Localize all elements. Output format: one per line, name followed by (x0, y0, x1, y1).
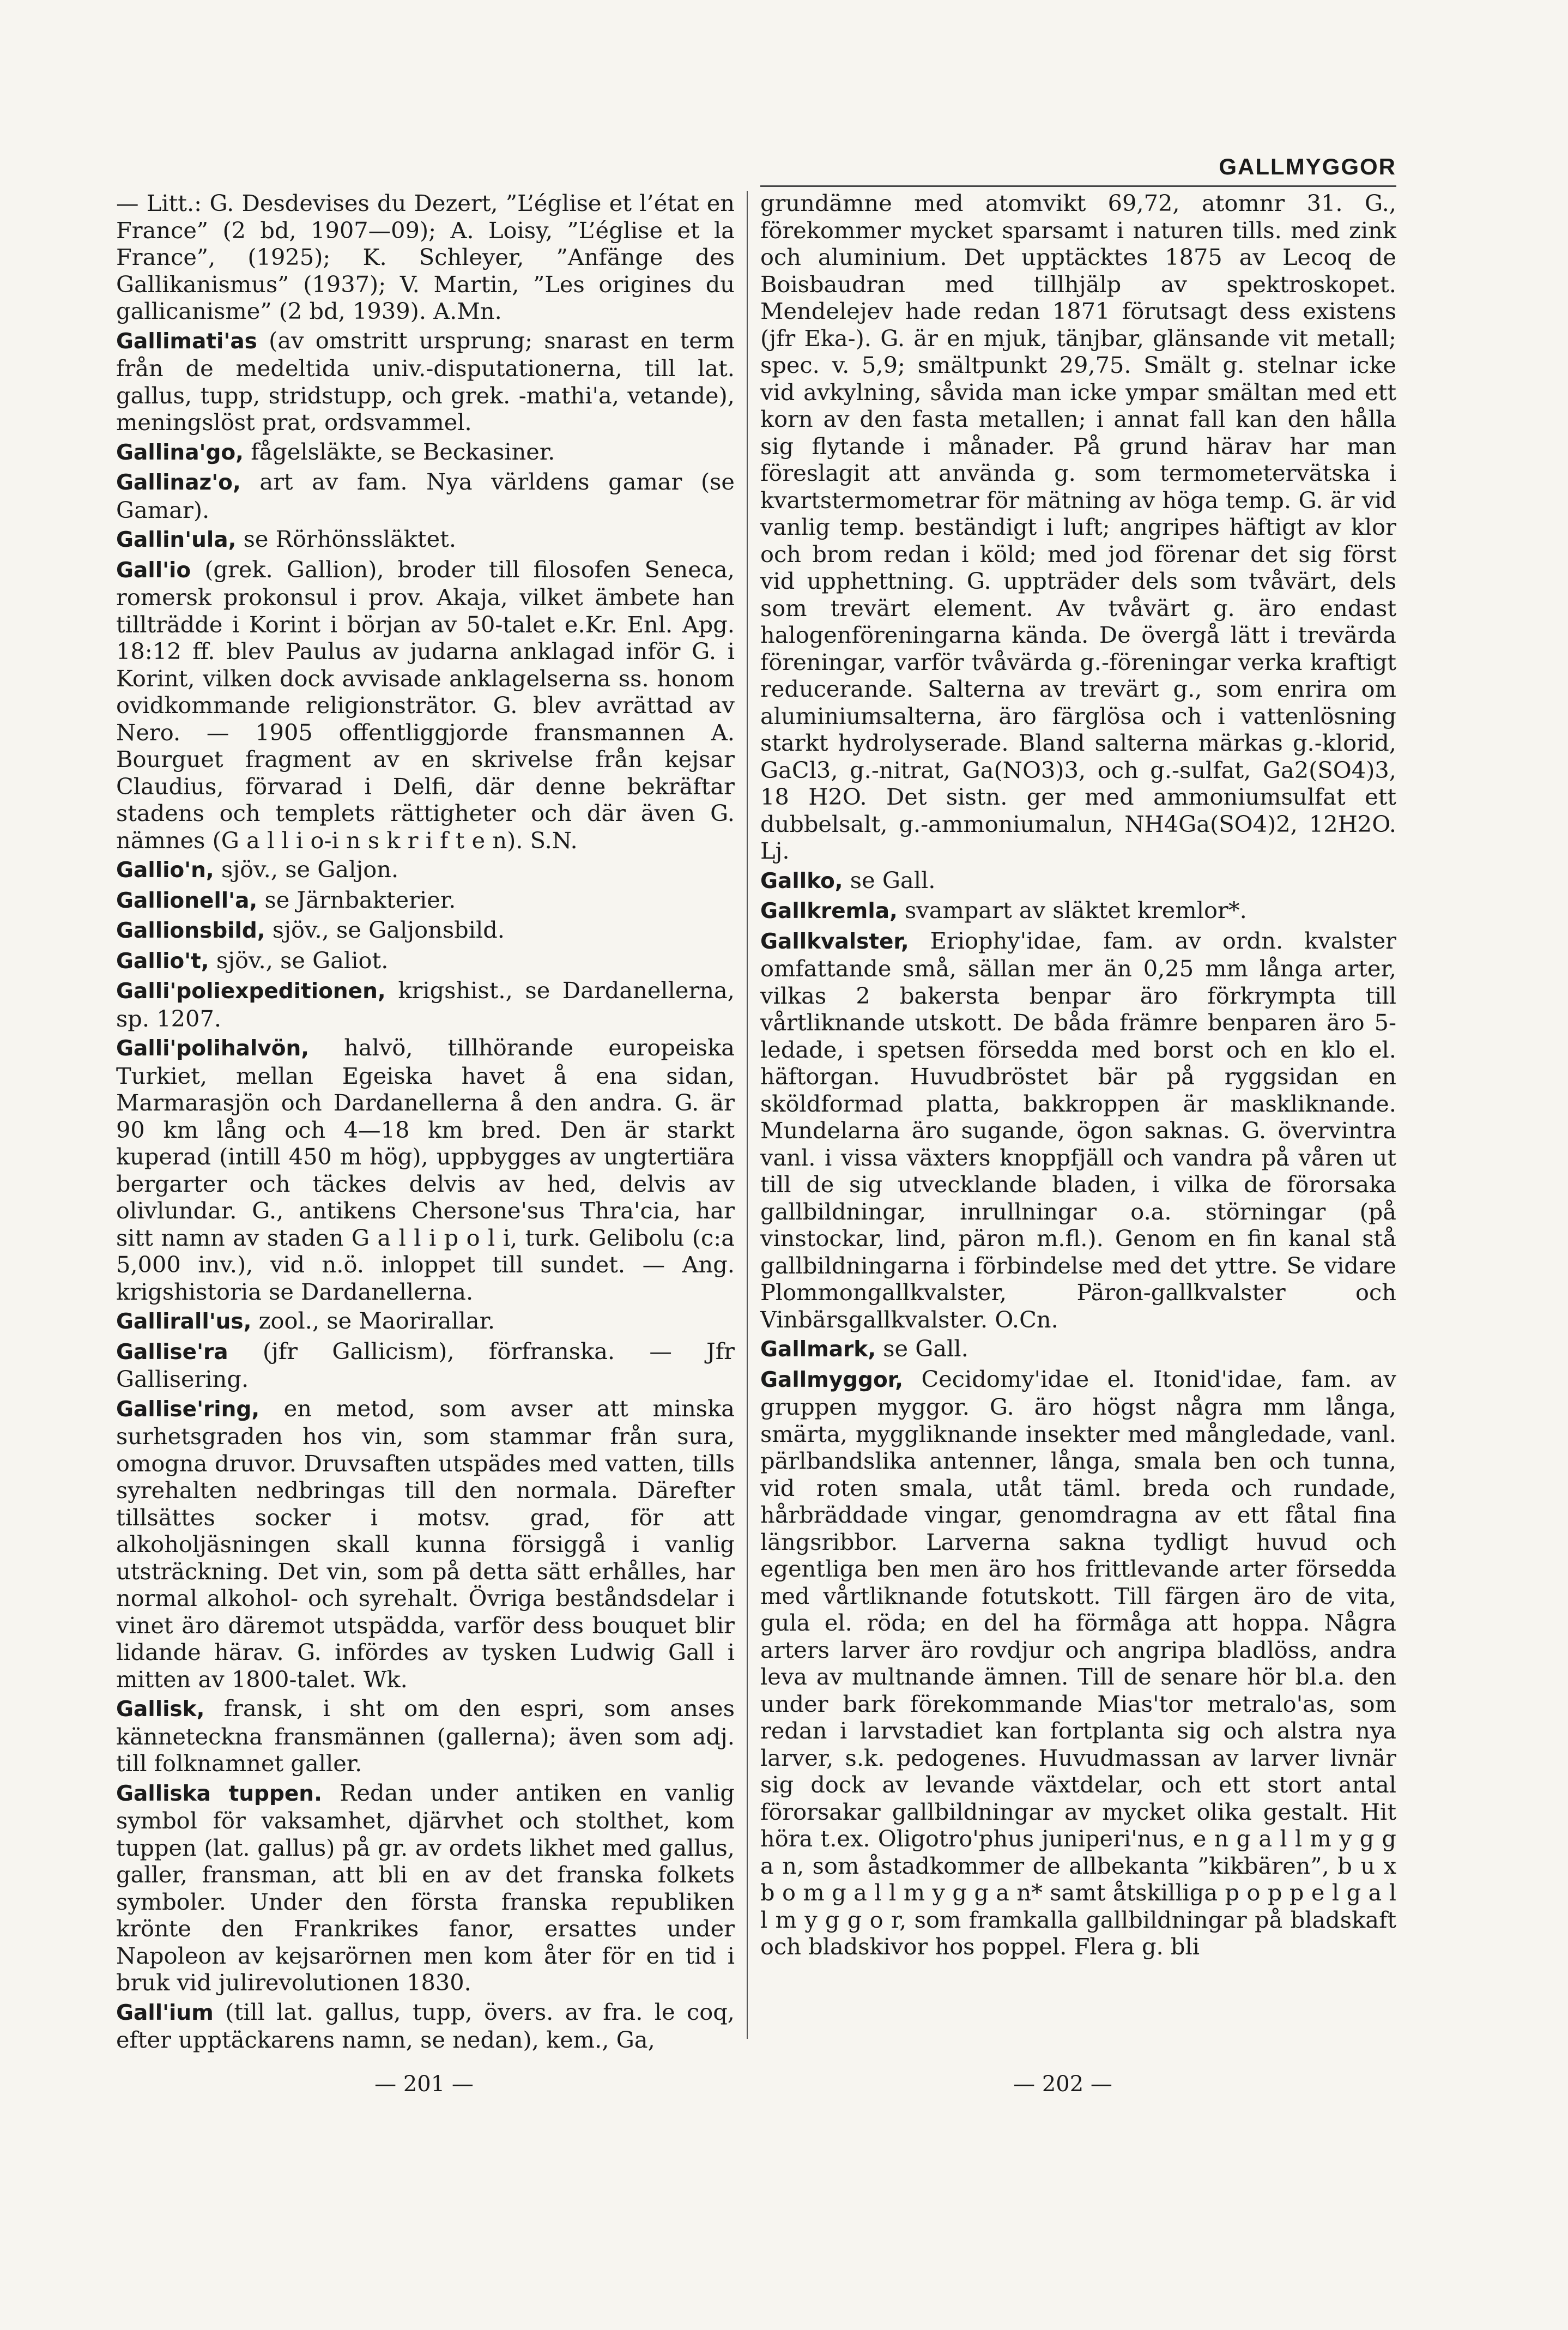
entry-text: fransk, i sht om den espri, som anses känneteckna fransmännen (gallerna); även som adj. till folknamnet galler. (116, 1695, 735, 1777)
dictionary-entry (116, 190, 735, 325)
entry-headword: Gall'io (116, 558, 191, 583)
dictionary-entry (116, 1779, 735, 1996)
entry-headword: Gallkvalster, (760, 929, 909, 954)
dictionary-entry (116, 526, 735, 554)
dictionary-entry (116, 1307, 735, 1336)
entry-text: (till lat. gallus, tupp, övers. av fra. le coq, efter upptäckarens namn, se nedan), kem., Ga, (116, 1998, 735, 2053)
entry-text: Redan under antiken en vanlig symbol för vaksamhet, djärvhet och stolthet, kom tuppen (lat. gallus) på gr. av ordets likhet med gallus, galler, fransman, att bli en av det franska folkets symboler. Under den första franska republiken krönte den Frankrikes fanor, ersattes under Napoleon av kejsarörnen men kom åter för en tid i bruk vid julirevolutionen 1830. (116, 1779, 735, 1996)
entry-text: — Litt.: G. Desdevises du Dezert, ”L’église et l’état en France” (2 bd, 1907—09); A. Loisy, ”L’église et la France”, (1925); K. Schleyer, ”Anfänge des Gallikanismus” (1937); V. Martin, ”Les origines du gallicanisme” (2 bd, 1939). A.Mn. (116, 190, 735, 324)
entry-text: zool., se Maorirallar. (258, 1307, 495, 1334)
page-number-right: — 202 — (1013, 2072, 1112, 2097)
entry-text: grundämne med atomvikt 69,72, atomnr 31. G., förekommer mycket sparsamt i naturen tills. med zink och aluminium. Det upptäcktes 1875 av Lecoq de Boisbaudran med tillhjälp av spektroskopet. Mendelejev hade redan 1871 förutsagt dess existens (jfr Eka-). G. är en mjuk, tänjbar, glänsande vit metall; spec. v. 5,9; smältpunkt 29,75. Smält g. stelnar icke vid avkylning, såvida man icke ympar smältan med ett korn av den fasta metallen; i annat fall kan den hålla sig flytande i månader. På grund härav har man föreslagit att använda g. som termometervätska i kvartstermometrar för mätning av höga temp. G. är vid vanlig temp. beständigt i luft; angripes häftigt av klor och brom redan i köld; med jod förenar det sig först vid upphettning. G. uppträder dels som tvåvärt, dels som trevärt element. Av tvåvärt g. äro endast halogenföreningarna kända. De övergå lätt i trevärda föreningar, varför tvåvärda g.-föreningar verka kraftigt reducerande. Salterna av trevärt g., som enrira om aluminiumsalterna, äro färglösa och i vattenlösning starkt hydrolyserade. Bland salterna märkas g.-klorid, GaCl3, g.-nitrat, Ga(NO3)3, och g.-sulfat, Ga2(SO4)3, 18 H2O. Det sistn. ger med ammoniumsulfat ett dubbelsalt, g.-ammoniumalun, NH4Ga(SO4)2, 12H2O. Lj. (760, 190, 1396, 864)
running-head: GALLMYGGOR (1219, 154, 1396, 179)
entry-text: halvö, tillhörande europeiska Turkiet, mellan Egeiska havet å ena sidan, Marmarasjön och Dardanellerna å den andra. G. är 90 km lång och 4—18 km bred. Den är starkt kuperad (intill 450 m hög), uppbygges av ungtertiära bergarter och täckes delvis av hed, delvis av olivlundar. G., antikens Chersone'sus Thra'cia, har sitt namn av staden G a l l i p o l i, turk. Gelibolu (c:a 5,000 inv.), vid n.ö. inloppet till sundet. — Ang. krigshistoria se Dardanellerna. (116, 1034, 735, 1305)
dictionary-entry (116, 1034, 735, 1305)
entry-headword: Galli'polihalvön, (116, 1036, 310, 1061)
header-rule (760, 185, 1396, 187)
entry-text: Cecidomy'idae el. Itonid'idae, fam. av gruppen myggor. G. äro högst några mm långa, smärta, myggliknande insekter med mångledade, vanl. pärlbandslika antenner, långa, smala ben och tunna, vid roten smala, utåt täml. breda och rundade, hårbräddade vingar, genomdragna av ett fåtal fina längsribbor. Larverna sakna tydligt huvud och egentliga ben men äro hos frittlevande arter försedda med vårtliknande fotutskott. Till färgen äro de vita, gula el. röda; en del ha förmåga att hoppa. Några arters larver äro rovdjur och angripa bladlöss, andra leva av multnande ämnen. Till de senare hör bl.a. den under bark förekommande Mias'tor metralo'as, som redan i larvstadiet kan fortplanta sig och alstra nya larver, s.k. pedogenes. Huvudmassan av larver livnär sig dock av levande växtdelar, och ett stort antal förorsakar gallbildningar av mycket olika gestalt. Hit höra t.ex. Oligotro'phus juniperi'nus, e n g a l l m y g g a n, som åstadkommer de allbekanta ”kikbären”, b u x b o m g a l l m y g g a n* samt åtskilliga p o p p e l g a l l m y g g o r, som framkalla gallbildningar på bladskaft och bladskivor hos poppel. Flera g. bli (760, 1365, 1396, 1960)
entry-text: en metod, som avser att minska surhetsgraden hos vin, som stammar från sura, omogna druvor. Druvsaften utspädes med vatten, tills syrehalten nedbringas till den normala. Därefter tillsättes socker i motsv. grad, för att alkoholjäsningen skall kunna försiggå i vanlig utsträckning. Det vin, som på detta sätt erhålles, har normal alkohol- och syrehalt. Övriga beståndsdelar i vinet äro däremot utspädda, varför dess bouquet blir lidande härav. G. infördes av tysken Ludwig Gall i mitten av 1800-talet. Wk. (116, 1395, 735, 1693)
entry-text: se Rörhönssläktet. (243, 526, 457, 552)
dictionary-entry (760, 927, 1396, 1333)
entry-headword: Galli'poliexpeditionen, (116, 979, 386, 1004)
dictionary-entry (760, 897, 1396, 925)
dictionary-entry (116, 468, 735, 523)
entry-headword: Gallimati'as (116, 329, 257, 354)
right-column (760, 190, 1396, 2035)
dictionary-entry (116, 438, 735, 467)
entry-text: (jfr Gallicism), förfranska. — Jfr Gallisering. (116, 1337, 735, 1392)
entry-headword: Gallionsbild, (116, 919, 265, 943)
dictionary-entry (760, 1335, 1396, 1363)
entry-headword: Gallionell'a, (116, 888, 258, 913)
column-divider (747, 191, 748, 2039)
entry-headword: Gallkremla, (760, 899, 898, 923)
entry-text: sjöv., se Galiot. (216, 946, 389, 974)
entry-headword: Gallmyggor, (760, 1367, 904, 1392)
entry-headword: Gallise'ring, (116, 1397, 260, 1422)
dictionary-entry (116, 916, 735, 945)
entry-headword: Gallina'go, (116, 440, 244, 465)
entry-headword: Gallisk, (116, 1697, 205, 1722)
entry-text: art av fam. Nya världens gamar (se Gamar). (116, 468, 735, 523)
dictionary-entry (760, 1366, 1396, 1960)
dictionary-entry (116, 1999, 735, 2054)
entry-text: fågelsläkte, se Beckasiner. (251, 438, 555, 465)
entry-text: sjöv., se Galjonsbild. (272, 916, 505, 943)
dictionary-entry (760, 867, 1396, 895)
entry-headword: Gallise'ra (116, 1339, 228, 1365)
dictionary-entry (760, 190, 1396, 865)
entry-headword: Gallmark, (760, 1337, 876, 1362)
dictionary-entry (116, 947, 735, 975)
dictionary-entry (116, 556, 735, 854)
entry-headword: Galliska tuppen. (116, 1781, 322, 1806)
dictionary-entry (116, 1338, 735, 1393)
entry-text: (av omstritt ursprung; snarast en term från de medeltida univ.-disputationerna, till lat. gallus, tupp, stridstupp, och grek. -mathi'a, vetande), meningslöst prat, ordsvammel. (116, 327, 735, 436)
dictionary-entry (116, 1395, 735, 1693)
entry-headword: Gallin'ula, (116, 528, 237, 552)
entry-headword: Gallio't, (116, 949, 209, 974)
dictionary-entry (116, 886, 735, 915)
entry-headword: Gallirall'us, (116, 1309, 252, 1334)
entry-text: svampart av släktet kremlor*. (905, 897, 1247, 923)
entry-headword: Gallio'n, (116, 858, 214, 883)
entry-text: se Gall. (883, 1335, 968, 1362)
dictionary-entry (116, 977, 735, 1032)
page-number-left: — 201 — (374, 2072, 474, 2097)
dictionary-entry (116, 1695, 735, 1777)
entry-headword: Gallko, (760, 868, 843, 894)
left-column (116, 190, 735, 2053)
dictionary-entry (116, 327, 735, 436)
entry-text: krigshist., se Dardanellerna, sp. 1207. (116, 977, 735, 1032)
entry-text: se Järnbakterier. (264, 886, 456, 913)
entry-text: se Gall. (850, 866, 936, 894)
entry-text: (grek. Gallion), broder till filosofen Seneca, romersk prokonsul i prov. Akaja, vilket ämbete han tillträdde i Korint i början av 50-talet e.Kr. Enl. Apg. 18:12 ff. blev Paulus av judarna anklagad inför G. i Korint, vilken dock avvisade anklagelserna ss. honom ovidkommande religionsträtor. G. blev avrättad av Nero. — 1905 offentliggjorde fransmannen A. Bourguet fragment av en skrivelse från kejsar Claudius, förvarad i Delfi, där denne bekräftar stadens och templets rättigheter och där även G. nämnes (G a l l i o-i n s k r i f t e n). S.N. (116, 556, 735, 854)
entry-text: Eriophy'idae, fam. av ordn. kvalster omfattande små, sällan mer än 0,25 mm långa arter, vilkas 2 bakersta benpar äro förkrympta till vårtliknande utskott. De båda främre benparen äro 5-ledade, i spetsen försedda med borst och en klo el. häftorgan. Huvudbröstet bär på ryggsidan en sköldformad platta, bakkroppen är maskliknande. Mundelarna äro sugande, ögon saknas. G. övervintra vanl. i vissa växters knoppfjäll och vandra på våren ut till de sig utvecklande bladen, i vilka de förorsaka gallbildningar, inrullningar o.a. störningar (på vinstockar, lind, päron m.fl.). Genom en fin kanal stå gallbildningarna i förbindelse med det yttre. Se vidare Plommongallkvalster, Päron-gallkvalster och Vinbärsgallkvalster. O.Cn. (760, 927, 1396, 1333)
entry-headword: Gallinaz'o, (116, 470, 241, 495)
entry-headword: Gall'ium (116, 2000, 214, 2025)
entry-text: sjöv., se Galjon. (221, 856, 399, 883)
dictionary-entry (116, 856, 735, 884)
